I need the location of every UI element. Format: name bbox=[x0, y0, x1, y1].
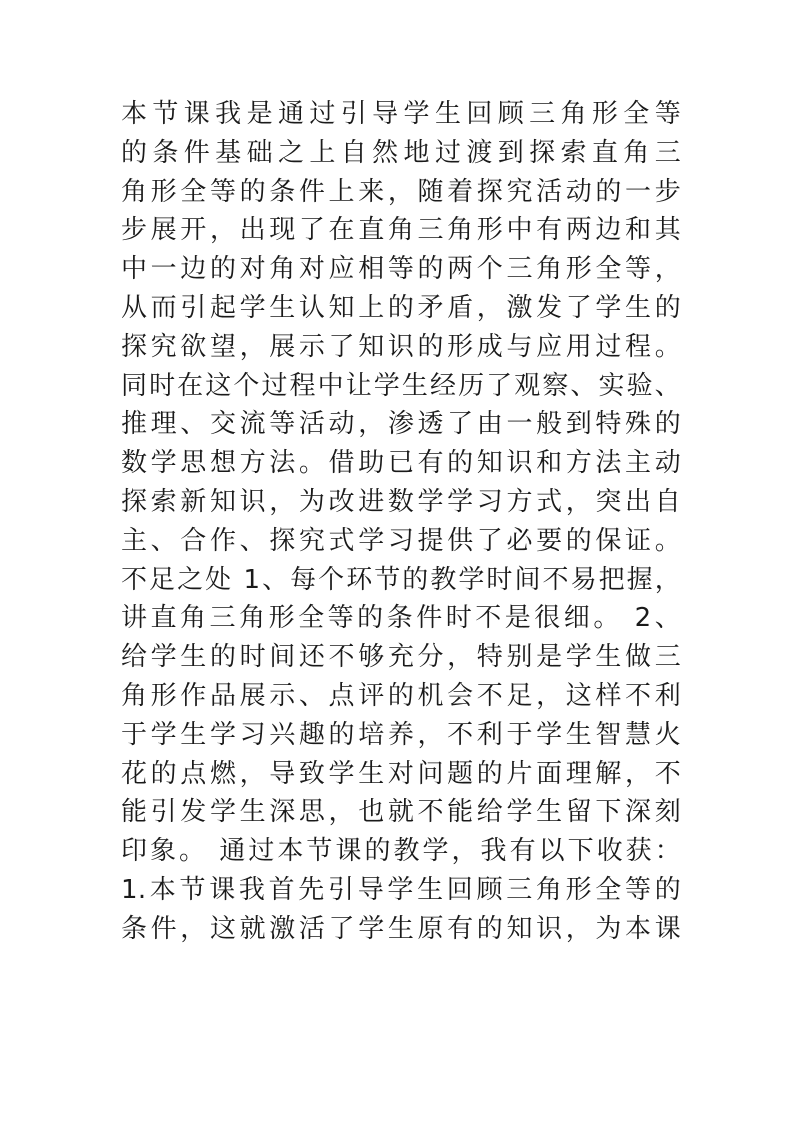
text-line: 从而引起学生认知上的矛盾，激发了学生的 bbox=[121, 292, 681, 323]
text-line: 不足之处 1、每个环节的教学时间不易把握， bbox=[121, 564, 681, 595]
text-line: 同时在这个过程中让学生经历了观察、实验、 bbox=[121, 370, 681, 401]
text-line: 中一边的对角对应相等的两个三角形全等， bbox=[121, 254, 681, 285]
text-line: 讲直角三角形全等的条件时不是很细。 2、 bbox=[121, 603, 681, 634]
text-line: 印象。 通过本节课的教学，我有以下收获： bbox=[121, 836, 681, 867]
text-line: 角形全等的条件上来，随着探究活动的一步 bbox=[121, 176, 681, 207]
text-line: 角形作品展示、点评的机会不足，这样不利 bbox=[121, 680, 681, 711]
text-line: 条件，这就激活了学生原有的知识，为本课 bbox=[121, 913, 681, 944]
text-line: 推理、交流等活动，渗透了由一般到特殊的 bbox=[121, 409, 681, 440]
text-line: 步展开，出现了在直角三角形中有两边和其 bbox=[121, 215, 681, 246]
text-line: 1.本节课我首先引导学生回顾三角形全等的 bbox=[121, 874, 681, 905]
text-line: 的条件基础之上自然地过渡到探索直角三 bbox=[121, 137, 681, 168]
text-line: 于学生学习兴趣的培养，不利于学生智慧火 bbox=[121, 719, 681, 750]
text-line: 花的点燃，导致学生对问题的片面理解，不 bbox=[121, 758, 681, 789]
text-line: 给学生的时间还不够充分，特别是学生做三 bbox=[121, 642, 681, 673]
body-text bbox=[121, 95, 681, 949]
text-line: 探索新知识，为改进数学学习方式，突出自 bbox=[121, 486, 681, 517]
text-line: 能引发学生深思，也就不能给学生留下深刻 bbox=[121, 797, 681, 828]
text-line: 数学思想方法。借助已有的知识和方法主动 bbox=[121, 448, 681, 479]
text-line: 主、合作、探究式学习提供了必要的保证。 bbox=[121, 525, 681, 556]
text-line: 探究欲望，展示了知识的形成与应用过程。 bbox=[121, 331, 681, 362]
text-line: 本节课我是通过引导学生回顾三角形全等 bbox=[121, 99, 681, 129]
